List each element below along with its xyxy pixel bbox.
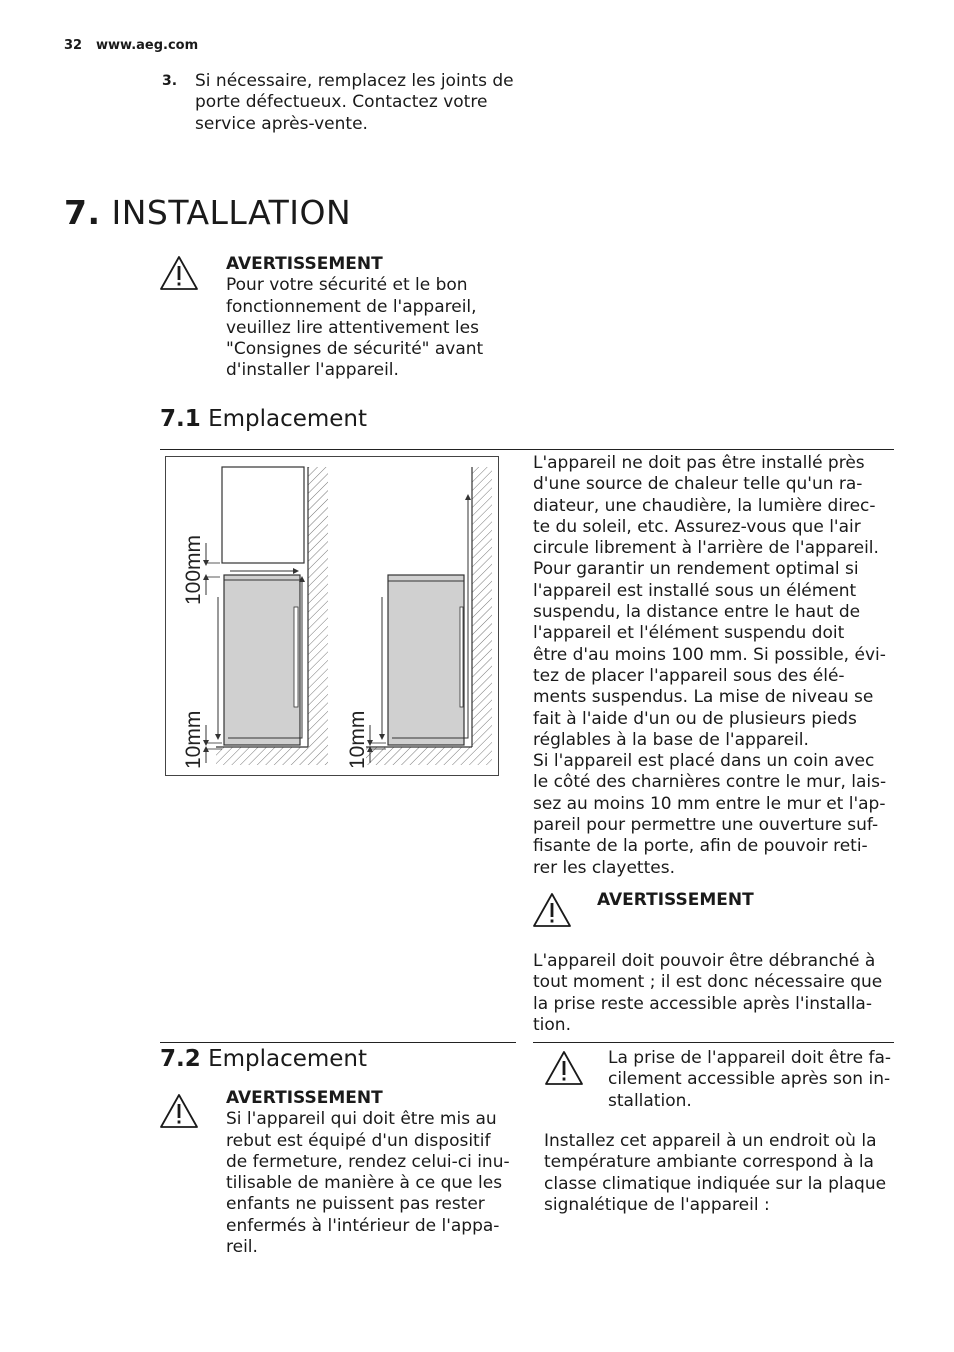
- placement-paragraph: L'appareil ne doit pas être installé près d'une source de chaleur telle qu'un ra- diateur, une chaudière, la lumière direc- te du soleil, etc. Assurez-vous que l'air circule librement à l'arrière de l'appareil. Pour garantir un rendement optimal si l'appareil est installé sous un élément suspendu, la distance entre le haut de l'appareil et l'élément suspendu doit être d'au moins 100 mm. Si possible, évi- tez de placer l'appareil sous des élé- ments suspendus. La mise de niveau se fait à l'aide d'un ou de plusieurs pieds réglables à la base de l'appareil. Si l'appareil est placé dans un coin avec le côté des charnières contre le mur, lais- sez au moins 10 mm entre le mur et l'ap- pareil pour permettre une ouverture suf- fisante de la porte, afin de pouvoir reti- rer les clayettes.: [533, 453, 887, 878]
- label-100mm: 100mm: [182, 534, 205, 605]
- label-10mm-left: 10mm: [182, 710, 205, 769]
- warning-triangle-icon: [544, 1050, 584, 1086]
- warning-triangle-icon: [159, 255, 199, 291]
- warning-block: [226, 254, 516, 382]
- subsection-heading-7-1: [160, 406, 367, 432]
- section-rule: [160, 449, 894, 450]
- unplug-paragraph: L'appareil doit pouvoir être débranché à tout moment ; il est donc nécessaire que la prise reste accessible après l'installa- tion.: [533, 951, 883, 1035]
- header-url: www.aeg.com: [96, 38, 199, 53]
- section-rule-7-2-right: [533, 1042, 894, 1043]
- label-10mm-right: 10mm: [346, 710, 369, 769]
- clearance-diagram: [166, 457, 498, 775]
- subsection-heading-7-2: [160, 1046, 367, 1072]
- climate-paragraph: Installez cet appareil à un endroit où la température ambiante correspond à la classe climatique indiquée sur la plaque signalétique de l'appareil :: [544, 1131, 887, 1215]
- subsection-title: Emplacement: [208, 406, 368, 432]
- section-heading: [64, 193, 351, 232]
- subsection-number: 7.1: [160, 406, 201, 432]
- section-number: 7.: [64, 193, 101, 232]
- subsection-title: Emplacement: [208, 1046, 368, 1072]
- socket-note: La prise de l'appareil doit être fa- cilement accessible après son in- stallation.: [608, 1048, 892, 1111]
- right-configuration: [346, 467, 492, 769]
- section-title: INSTALLATION: [111, 193, 352, 232]
- step-text: Si nécessaire, remplacez les joints de porte défectueux. Contactez votre service après-vente.: [195, 71, 514, 134]
- installation-diagram: [165, 456, 499, 776]
- page-number: 32: [64, 38, 83, 53]
- left-configuration: [182, 467, 328, 769]
- step-number: 3.: [162, 73, 178, 89]
- warning-triangle-icon: [532, 892, 572, 928]
- section-rule-7-2-left: [160, 1042, 516, 1043]
- warning-title-7-1: AVERTISSEMENT: [597, 890, 754, 910]
- warning-title: AVERTISSEMENT: [226, 1088, 383, 1108]
- subsection-number: 7.2: [160, 1046, 201, 1072]
- warning-title: AVERTISSEMENT: [226, 254, 383, 274]
- warning-triangle-icon: [159, 1093, 199, 1129]
- warning-text: Pour votre sécurité et le bon fonctionnement de l'appareil, veuillez lire attentivement les "Consignes de sécurité" avant d'installer l'appareil.: [226, 275, 484, 381]
- warning-text: Si l'appareil qui doit être mis au rebut est équipé d'un dispositif de fermeture, rendez celui-ci inu- tilisable de manière à ce que les enfants ne puissent pas rester enfermés à l'intérieur de l'appa- reil.: [226, 1109, 510, 1258]
- disposal-warning-block: [226, 1088, 516, 1258]
